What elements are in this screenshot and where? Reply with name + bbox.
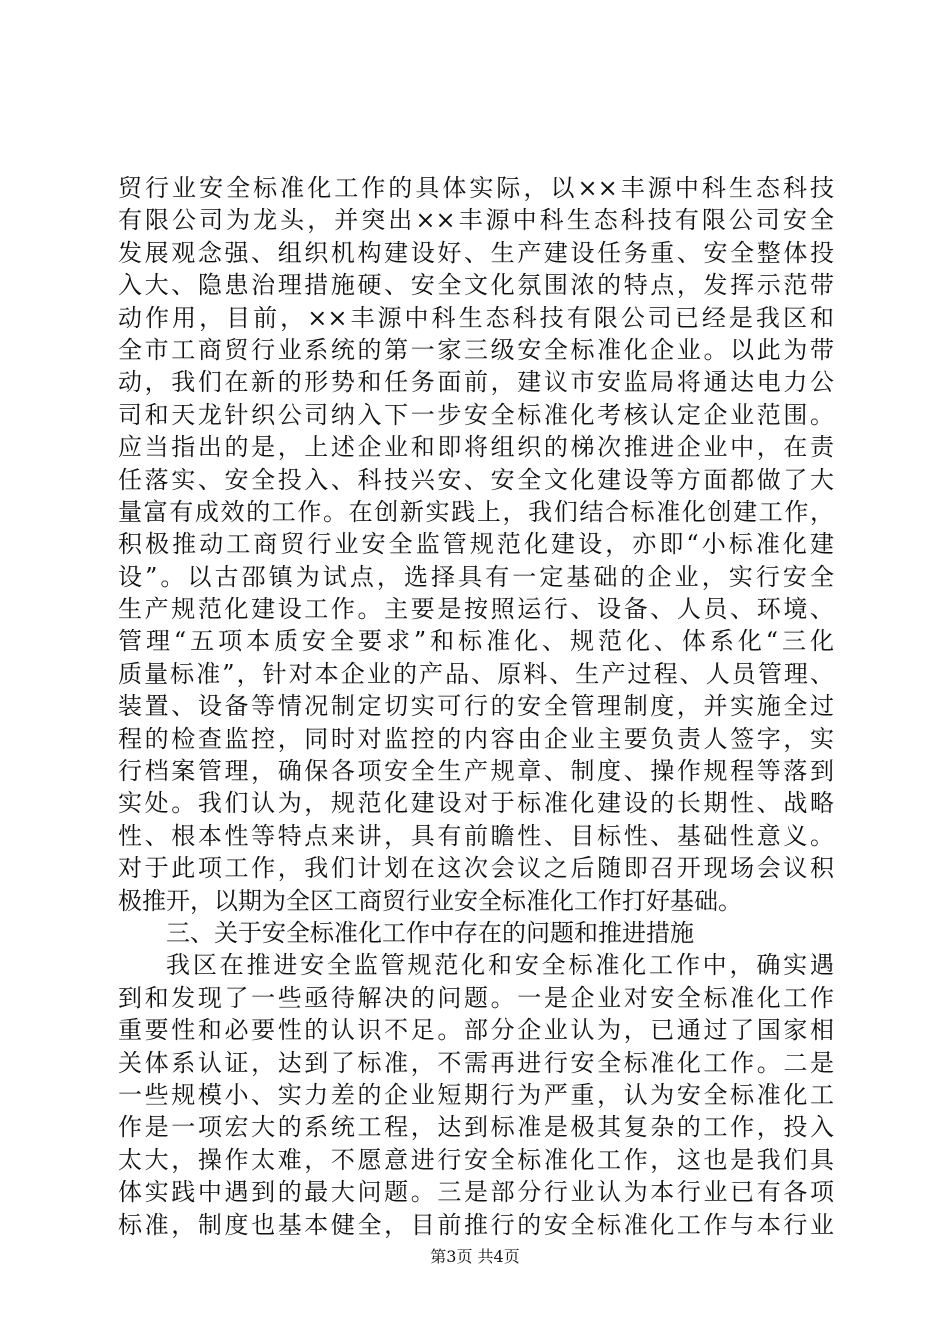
text-line: 管理“五项本质安全要求”和标准化、规范化、体系化“三化 (118, 627, 834, 656)
text-line: 质量标准”，针对本企业的产品、原料、生产过程、人员管理、 (118, 659, 834, 688)
text-line: 标准，制度也基本健全，目前推行的安全标准化工作与本行业 (118, 1210, 834, 1239)
text-line: 程的检查监控，同时对监控的内容由企业主要负责人签字，实 (118, 724, 834, 753)
text-line: 量富有成效的工作。在创新实践上，我们结合标准化创建工作， (118, 497, 834, 526)
text-line: 有限公司为龙头，并突出××丰源中科生态科技有限公司安全 (118, 206, 834, 235)
text-line: 应当指出的是，上述企业和即将组织的梯次推进企业中，在责 (118, 433, 834, 462)
text-line: 体实践中遇到的最大问题。三是部分行业认为本行业已有各项 (118, 1178, 834, 1207)
text-line: 对于此项工作，我们计划在这次会议之后随即召开现场会议积 (118, 854, 834, 883)
text-line: 动作用，目前，××丰源中科生态科技有限公司已经是我区和 (118, 303, 834, 332)
text-line: 作是一项宏大的系统工程，达到标准是极其复杂的工作，投入 (118, 1113, 834, 1142)
text-line: 性、根本性等特点来讲，具有前瞻性、目标性、基础性意义。 (118, 821, 834, 850)
page-footer (0, 1244, 950, 1267)
text-line: 积极推动工商贸行业安全监管规范化建设，亦即“小标准化建 (118, 530, 834, 559)
text-line: 任落实、安全投入、科技兴安、安全文化建设等方面都做了大 (118, 465, 834, 494)
text-line: 行档案管理，确保各项安全生产规章、制度、操作规程等落到 (118, 757, 834, 786)
text-line: 实处。我们认为，规范化建设对于标准化建设的长期性、战略 (118, 789, 834, 818)
text-line: 我区在推进安全监管规范化和安全标准化工作中，确实遇 (166, 951, 834, 980)
text-line: 到和发现了一些亟待解决的问题。一是企业对安全标准化工作 (118, 983, 834, 1012)
text-line: 设”。以古邵镇为试点，选择具有一定基础的企业，实行安全 (118, 562, 834, 591)
text-line: 关体系认证，达到了标准，不需再进行安全标准化工作。二是 (118, 1048, 834, 1077)
text-line: 全市工商贸行业系统的第一家三级安全标准化企业。以此为带 (118, 335, 834, 364)
page-number: 第3页 共4页 (430, 1247, 520, 1266)
text-line: 入大、隐患治理措施硬、安全文化氛围浓的特点，发挥示范带 (118, 271, 834, 300)
text-line: 贸行业安全标准化工作的具体实际，以××丰源中科生态科技 (118, 174, 834, 202)
text-line: 司和天龙针织公司纳入下一步安全标准化考核认定企业范围。 (118, 400, 834, 429)
text-line: 太大，操作太难，不愿意进行安全标准化工作，这也是我们具 (118, 1145, 834, 1174)
text-line: 重要性和必要性的认识不足。部分企业认为，已通过了国家相 (118, 1016, 834, 1045)
text-line: 装置、设备等情况制定切实可行的安全管理制度，并实施全过 (118, 692, 834, 721)
text-line: 一些规模小、实力差的企业短期行为严重，认为安全标准化工 (118, 1080, 834, 1109)
text-line: 动，我们在新的形势和任务面前，建议市安监局将通达电力公 (118, 368, 834, 397)
text-line: 极推开，以期为全区工商贸行业安全标准化工作打好基础。 (118, 886, 742, 915)
document-body (118, 172, 834, 1241)
section-heading: 三、关于安全标准化工作中存在的问题和推进措施 (166, 918, 694, 947)
text-line: 发展观念强、组织机构建设好、生产建设任务重、安全整体投 (118, 238, 834, 267)
text-line: 生产规范化建设工作。主要是按照运行、设备、人员、环境、 (118, 595, 834, 624)
